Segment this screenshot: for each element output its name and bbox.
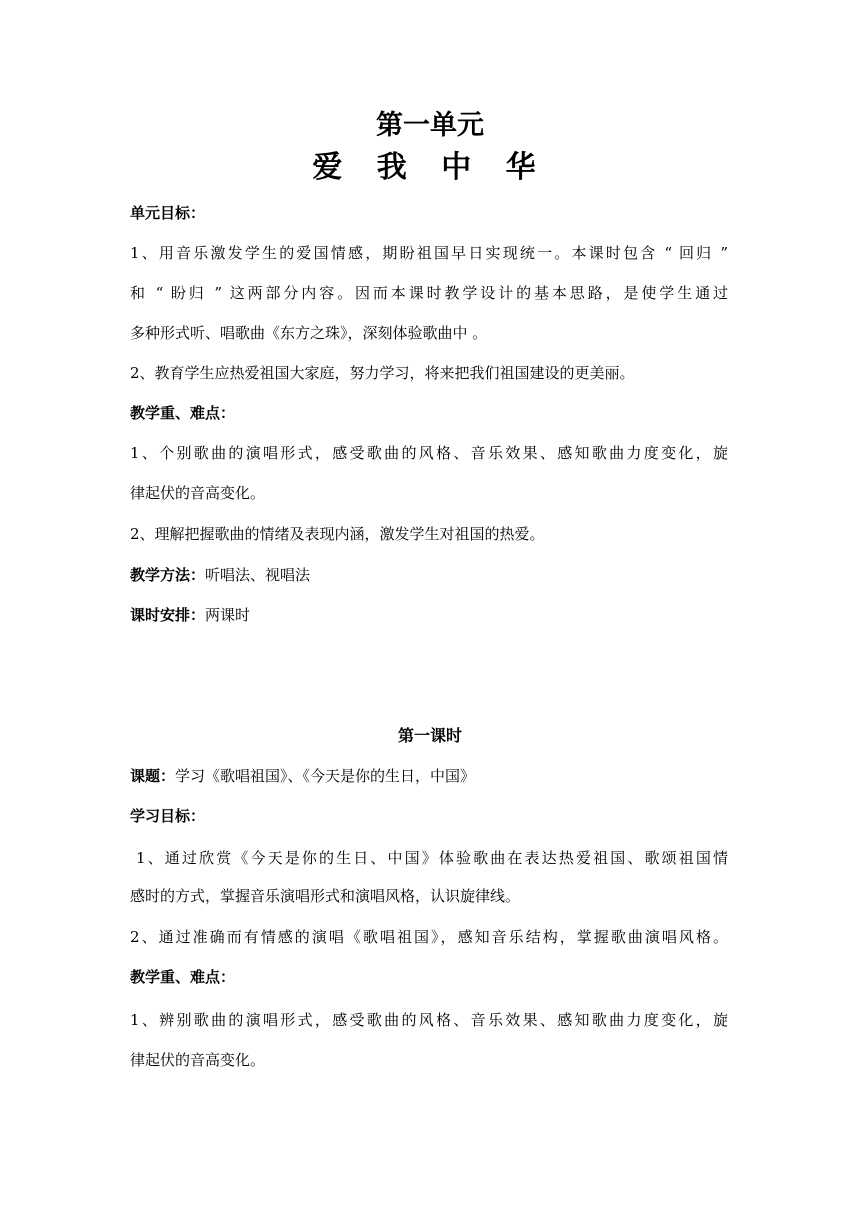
schedule-label: 课时安排： bbox=[130, 606, 206, 624]
schedule bbox=[130, 605, 250, 625]
unit-goal-1-line-2: 和 “ 盼归 ” 这两部分内容。因而本课时教学设计的基本思路，是使学生通过 bbox=[130, 284, 728, 302]
teaching-method-label: 教学方法： bbox=[130, 566, 206, 584]
lesson-1-topic bbox=[130, 766, 475, 786]
teaching-method-value: 听唱法、视唱法 bbox=[205, 566, 311, 584]
lesson-1-goal-1-line-2: 感时的方式，掌握音乐演唱形式和演唱风格，认识旋律线。 bbox=[130, 887, 521, 905]
lesson-1-key-points-heading: 教学重、难点： bbox=[130, 968, 236, 986]
lesson-1-goal-1-line-1: 1、通过欣赏《今天是你的生日、中国》体验歌曲在表达热爱祖国、歌颂祖国情 bbox=[136, 849, 728, 867]
schedule-value: 两课时 bbox=[205, 606, 251, 624]
unit-goal-2: 2、教育学生应热爱祖国大家庭，努力学习，将来把我们祖国建设的更美丽。 bbox=[130, 364, 635, 382]
unit-subtitle: 爱 我 中 华 bbox=[312, 150, 548, 185]
unit-key-point-1-line-2: 律起伏的音高变化。 bbox=[130, 484, 266, 502]
teaching-method bbox=[130, 565, 310, 585]
lesson-1-title: 第一课时 bbox=[397, 726, 462, 745]
unit-key-points-heading: 教学重、难点： bbox=[130, 404, 236, 422]
lesson-1-key-point-1-line-2: 律起伏的音高变化。 bbox=[130, 1051, 266, 1069]
lesson-1-goals-heading: 学习目标： bbox=[130, 807, 206, 825]
unit-key-point-1-line-1: 1、个别歌曲的演唱形式，感受歌曲的风格、音乐效果、感知歌曲力度变化，旋 bbox=[130, 444, 728, 462]
unit-goal-1-line-3: 多种形式听、唱歌曲《东方之珠》，深刻体验歌曲中 。 bbox=[130, 324, 488, 342]
lesson-1-topic-value: 学习《歌唱祖国》、《今天是你的生日，中国》 bbox=[175, 767, 476, 785]
lesson-1-goal-2: 2、通过准确而有情感的演唱《歌唱祖国》，感知音乐结构，掌握歌曲演唱风格。 bbox=[130, 928, 728, 946]
lesson-1-topic-label: 课题： bbox=[130, 767, 176, 785]
lesson-1-key-point-1-line-1: 1、辨别歌曲的演唱形式，感受歌曲的风格、音乐效果、感知歌曲力度变化，旋 bbox=[130, 1011, 728, 1029]
unit-goals-heading: 单元目标： bbox=[130, 204, 206, 222]
unit-title: 第一单元 bbox=[376, 110, 484, 141]
unit-key-point-2: 2、理解把握歌曲的情绪及表现内涵，激发学生对祖国的热爱。 bbox=[130, 525, 545, 543]
unit-goal-1-line-1: 1、用音乐激发学生的爱国情感，期盼祖国早日实现统一。本课时包含 “ 回归 ” bbox=[130, 244, 728, 262]
